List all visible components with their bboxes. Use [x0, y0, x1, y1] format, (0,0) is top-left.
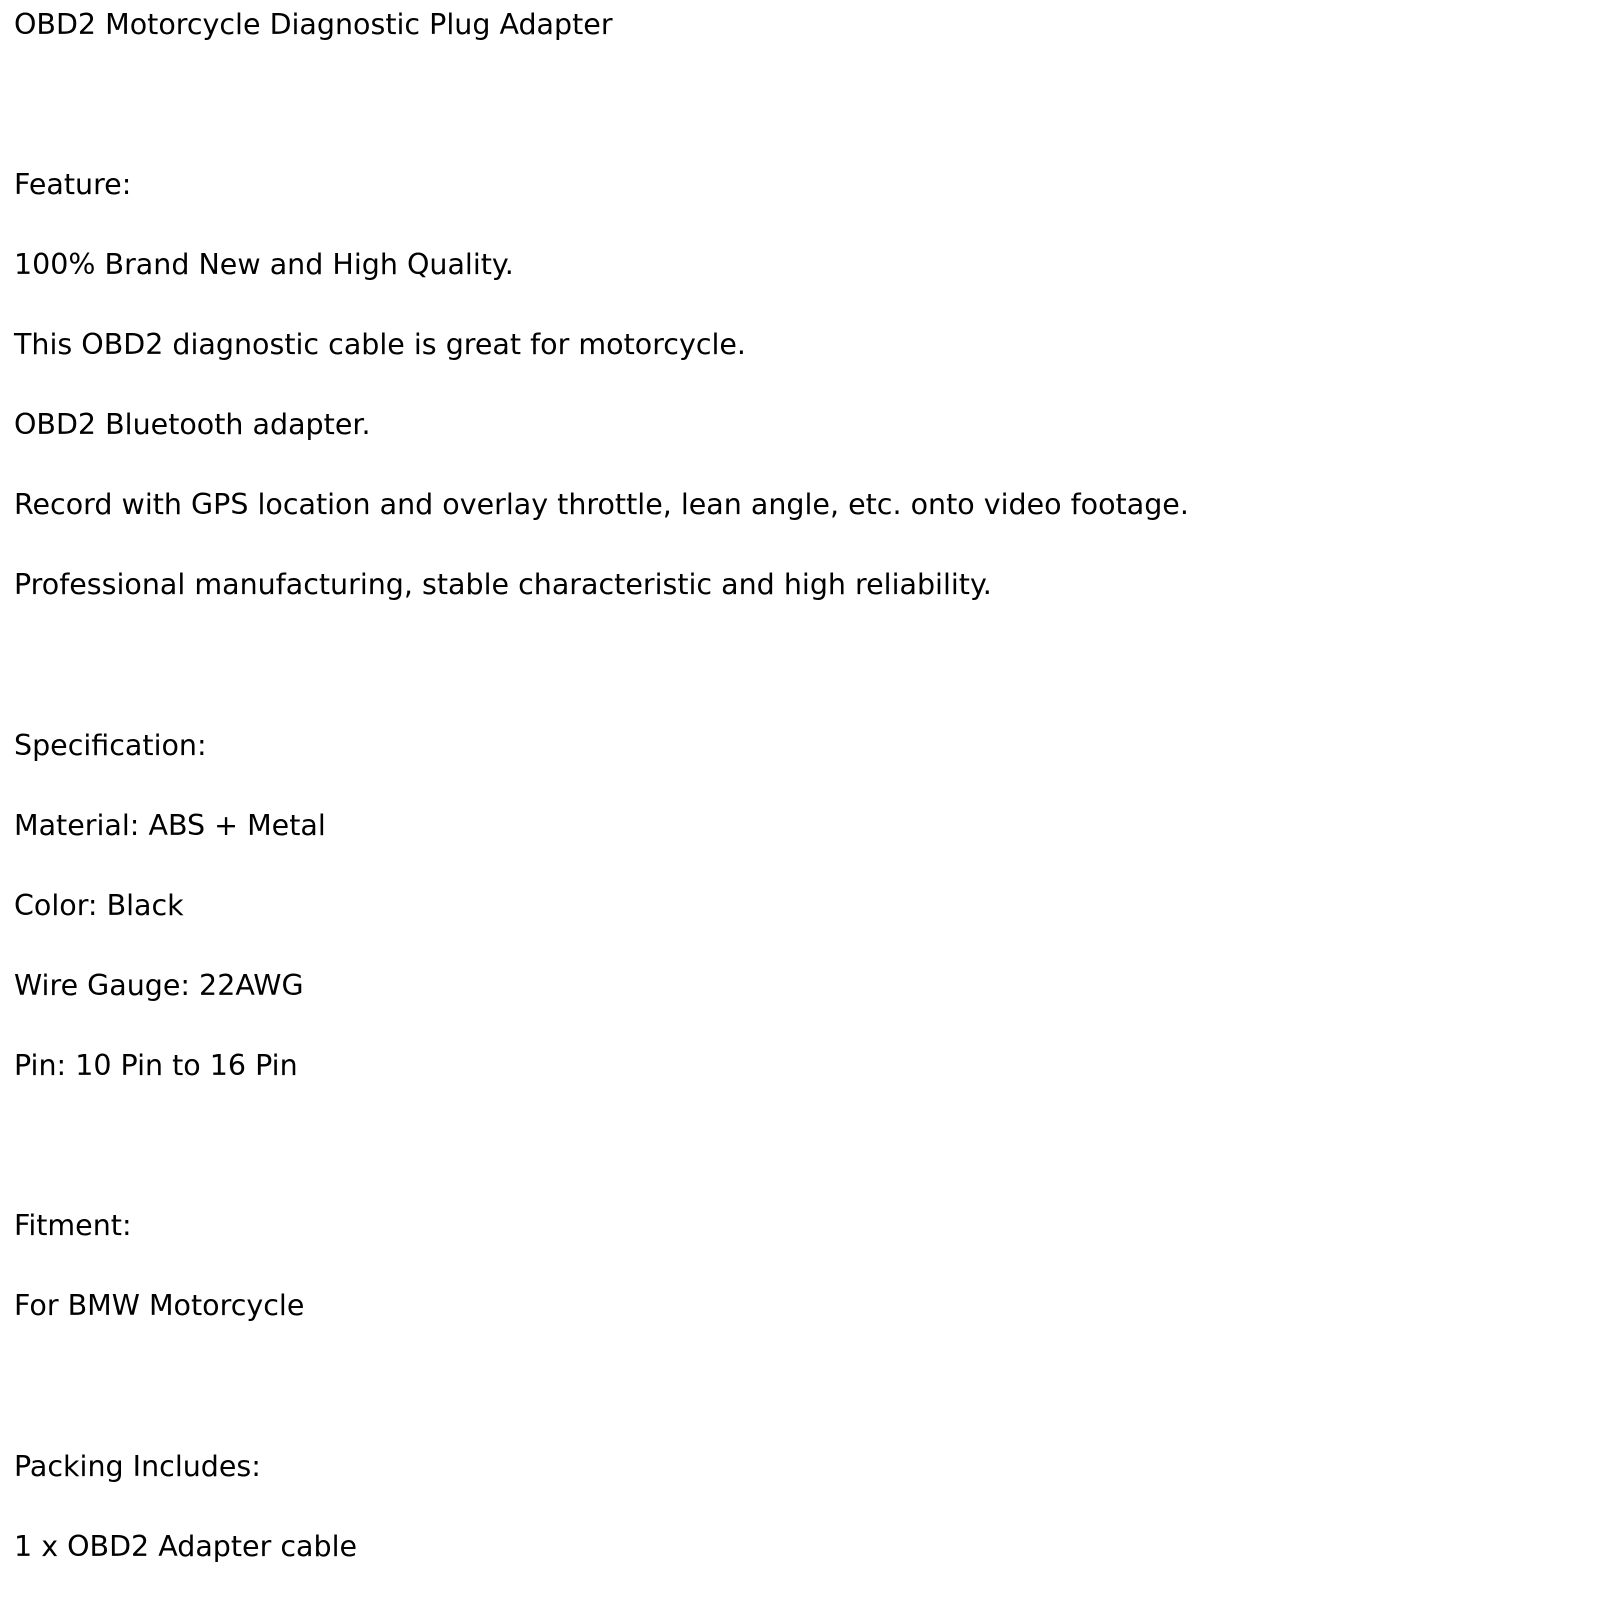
specification-item: Pin: 10 Pin to 16 Pin [14, 1049, 298, 1082]
specification-item: Material: ABS + Metal [14, 809, 326, 842]
feature-item: This OBD2 diagnostic cable is great for motorcycle. [14, 328, 746, 361]
fitment-heading: Fitment: [14, 1209, 132, 1242]
specification-heading: Specification: [14, 729, 207, 762]
feature-item: 100% Brand New and High Quality. [14, 248, 514, 281]
fitment-item: For BMW Motorcycle [14, 1289, 305, 1322]
feature-item: Professional manufacturing, stable characteristic and high reliability. [14, 568, 992, 601]
packing-heading: Packing Includes: [14, 1450, 261, 1483]
page-title: OBD2 Motorcycle Diagnostic Plug Adapter [14, 8, 613, 41]
specification-item: Wire Gauge: 22AWG [14, 969, 304, 1002]
specification-item: Color: Black [14, 889, 184, 922]
feature-item: OBD2 Bluetooth adapter. [14, 408, 371, 441]
packing-item: 1 x OBD2 Adapter cable [14, 1530, 358, 1563]
feature-heading: Feature: [14, 168, 132, 201]
feature-item: Record with GPS location and overlay throttle, lean angle, etc. onto video footage. [14, 488, 1189, 521]
